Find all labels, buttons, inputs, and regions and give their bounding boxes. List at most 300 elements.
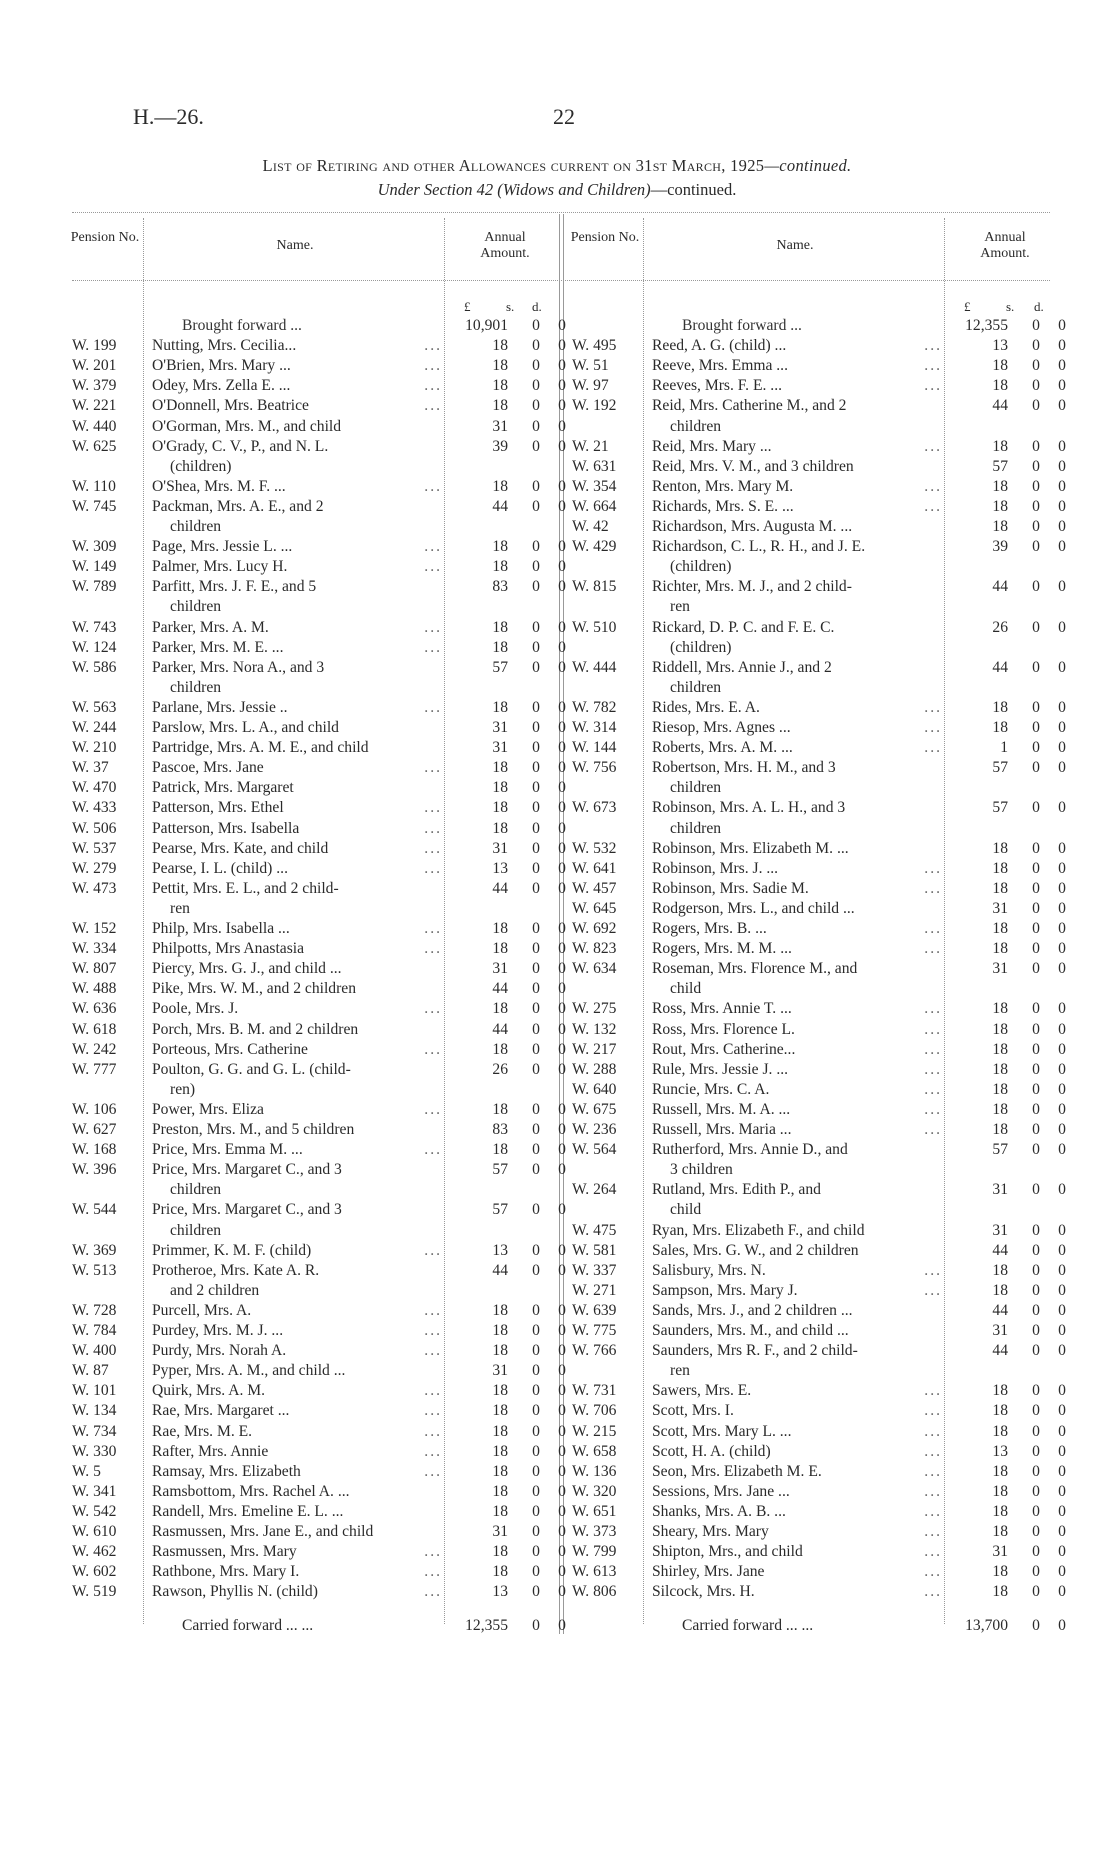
shillings-value: 0 [1032,538,1040,556]
pension-number: W. 532 [572,839,617,857]
shillings-value: 0 [1032,1502,1040,1520]
pensioner-name [652,618,942,638]
pence-value: 0 [558,497,566,515]
pensioner-name [170,1080,460,1100]
pence-value: 0 [558,397,566,415]
pension-number: W. 673 [572,799,617,817]
pounds-value: 31 [492,739,508,757]
pence-value: 0 [558,1040,566,1058]
pensioner-name [652,437,942,457]
subtitle-continued: —continued. [650,180,737,199]
pension-number: W. 806 [572,1583,617,1601]
shillings-value: 0 [532,1301,540,1319]
shillings-value: 0 [532,1121,540,1138]
pounds-value: 44 [492,1261,508,1279]
pounds-value: 18 [492,558,508,576]
pensioner-name-text: Roseman, Mrs. Florence M., and [652,960,858,978]
pensioner-name-text: Quirk, Mrs. A. M. [152,1382,266,1400]
dot-leader: ... [424,1442,442,1460]
pence-value: 0 [1058,578,1066,596]
pence-value: 0 [1058,1040,1066,1058]
dot-leader: ... [924,1121,942,1138]
pounds-value: 18 [992,1482,1008,1500]
pension-number: W. 734 [72,1422,117,1440]
pounds-value: 18 [492,538,508,556]
dot-leader: ... [424,1422,442,1440]
pensioner-name-text: Rathbone, Mrs. Mary I. [152,1563,300,1581]
pensioner-name-text: Seon, Mrs. Elizabeth M. E. [652,1462,822,1480]
pensioner-name-text: Philpotts, Mrs Anastasia [152,940,305,958]
pensioner-name [152,1160,442,1180]
pension-number: W. 132 [572,1020,617,1038]
shillings-value: 0 [1032,658,1040,676]
dot-leader: ... [924,1543,942,1561]
pence-value: 0 [558,1617,566,1635]
pounds-value: 10,901 [465,317,508,334]
pensioner-name-text: Piercy, Mrs. G. J., and child ... [152,960,342,978]
shillings-value: 0 [532,1382,540,1400]
pensioner-name [152,839,442,859]
shillings-value: 0 [1032,1382,1040,1400]
right-shillings-unit: s. [1006,299,1015,314]
pensioner-name-text: Poole, Mrs. J. [152,1000,239,1018]
pensioner-name-text: Parker, Mrs. M. E. ... [152,638,284,656]
dot-leader: ... [424,1583,442,1601]
pensioner-name [670,819,960,839]
pounds-value: 44 [492,497,508,515]
pensioner-name-text: Price, Mrs. Margaret C., and 3 [152,1201,342,1219]
pence-value: 0 [558,558,566,576]
pensioner-name-text: Rafter, Mrs. Annie [152,1442,269,1460]
right-name-header: Name. [776,238,814,253]
pounds-value: 18 [492,1502,508,1520]
shillings-value: 0 [532,377,540,395]
shillings-value: 0 [1032,879,1040,897]
pensioner-name-text: ren [170,899,190,917]
pounds-value: 18 [992,879,1008,897]
dot-leader: ... [424,920,442,937]
pension-number: W. 373 [572,1523,617,1540]
shillings-value: 0 [1032,397,1040,415]
pensioner-name [652,1462,942,1482]
pensioner-name-text: Parker, Mrs. A. M. [152,618,269,636]
pension-number: W. 236 [572,1121,617,1138]
pensioner-name [652,1060,942,1080]
dot-leader: ... [424,538,442,556]
pounds-value: 18 [492,337,508,355]
pensioner-name-text: Renton, Mrs. Mary M. [652,477,794,495]
shillings-value: 0 [1032,1181,1040,1199]
pensioner-name-text: children [670,819,722,837]
shillings-value: 0 [1032,1121,1040,1138]
pence-value: 0 [1058,1060,1066,1078]
pounds-value: 31 [492,960,508,978]
pensioner-name [152,1522,442,1542]
shillings-value: 0 [1032,1141,1040,1159]
dot-leader: ... [924,1402,942,1420]
shillings-value: 0 [1032,1482,1040,1500]
pension-number: W. 429 [572,538,617,556]
pounds-value: 18 [992,719,1008,736]
pension-number: W. 542 [72,1502,117,1520]
pounds-value: 18 [992,1080,1008,1098]
pensioner-name [652,959,942,979]
pensioner-name [670,417,960,437]
shillings-value: 0 [1032,799,1040,817]
pensioner-name [652,457,942,477]
pence-value: 0 [558,819,566,837]
pounds-value: 18 [492,799,508,817]
pension-number: W. 745 [72,497,117,515]
pounds-value: 1 [1000,739,1008,757]
pounds-value: 44 [992,1301,1008,1319]
pensioner-name-text: Philp, Mrs. Isabella ... [152,920,290,937]
pensioner-name [152,1060,442,1080]
pence-value: 0 [1058,1382,1066,1400]
pounds-value: 31 [492,839,508,857]
pension-number: W. 320 [572,1482,617,1500]
pensioner-name-text: Parker, Mrs. Nora A., and 3 [152,658,325,676]
pensioner-name [152,658,442,678]
shillings-value: 0 [532,1583,540,1601]
pensioner-name [152,557,442,577]
pounds-value: 18 [492,1563,508,1581]
pounds-value: 18 [992,1563,1008,1581]
pensioner-name-text: Ramsbottom, Mrs. Rachel A. ... [152,1482,350,1500]
shillings-value: 0 [532,1020,540,1038]
pensioner-name [152,437,442,457]
pensioner-name-text: Saunders, Mrs. M., and child ... [652,1322,849,1339]
pence-value: 0 [558,1422,566,1440]
pensioner-name [152,798,442,818]
pensioner-name-text: Partridge, Mrs. A. M. E., and child [152,739,369,757]
pensioner-name [152,537,442,557]
pence-value: 0 [1058,397,1066,415]
pensioner-name-text: children [670,779,722,797]
pension-number: W. 97 [572,377,609,395]
pension-number: W. 42 [572,518,609,535]
pounds-value: 18 [492,1040,508,1058]
pensioner-name-text: Packman, Mrs. A. E., and 2 [152,497,324,515]
pounds-value: 31 [992,1322,1008,1339]
pensioner-name-text: Purdy, Mrs. Norah A. [152,1342,287,1360]
pensioner-name-text: Russell, Mrs. M. A. ... [652,1100,791,1118]
subtitle-text: Under Section 42 (Widows and Children) [377,180,651,199]
pensioner-name [652,1562,942,1582]
pence-value: 0 [1058,1617,1066,1635]
shillings-value: 0 [1032,518,1040,535]
dot-leader: ... [924,1261,942,1279]
pension-number: W. 488 [72,980,117,998]
pension-number: W. 106 [72,1100,117,1118]
pounds-value: 26 [492,1060,508,1078]
pensioner-name-text: Porch, Mrs. B. M. and 2 children [152,1020,359,1038]
pounds-value: 31 [492,719,508,736]
pensioner-name [670,597,960,617]
left-amount-divider [444,218,445,1624]
shillings-value: 0 [532,1141,540,1159]
pounds-value: 18 [492,397,508,415]
pounds-value: 57 [992,799,1008,817]
pensioner-name [152,417,442,437]
pensioner-name-text: Rogers, Mrs. M. M. ... [652,940,792,958]
pension-number: W. 379 [72,377,117,395]
pensioner-name [652,1120,942,1140]
pensioner-name [152,577,442,597]
shillings-value: 0 [532,1543,540,1561]
pension-number: W. 470 [72,779,117,797]
pence-value: 0 [558,839,566,857]
pensioner-name-text: 3 children [670,1161,733,1179]
pensioner-name-text: Shirley, Mrs. Jane [652,1563,765,1581]
pensioner-name-text: Rasmussen, Mrs. Jane E., and child [152,1523,374,1540]
pensioner-name [152,939,442,959]
pence-value: 0 [1058,518,1066,535]
pensioner-name [652,1140,942,1160]
pension-number: W. 354 [572,477,617,495]
dot-leader: ... [424,357,442,375]
pence-value: 0 [558,960,566,978]
pensioner-name [652,1422,942,1442]
pension-number: W. 124 [72,638,117,656]
pensioner-name-text: Richardson, C. L., R. H., and J. E. [652,538,866,556]
pounds-value: 44 [492,980,508,998]
dot-leader: ... [924,698,942,716]
dot-leader: ... [924,437,942,455]
pensioner-name [652,758,942,778]
pensioner-name [152,698,442,718]
pounds-value: 18 [492,1442,508,1460]
pensioner-name [152,356,442,376]
pence-value: 0 [558,1000,566,1018]
pensioner-name-text: Scott, Mrs. I. [652,1402,734,1420]
pensioner-name-text: Reid, Mrs. V. M., and 3 children [652,457,854,475]
pounds-value: 44 [992,1241,1008,1259]
pension-number: W. 201 [72,357,117,375]
dot-leader: ... [924,497,942,515]
pence-value: 0 [1058,1020,1066,1038]
pensioner-name [152,1341,442,1361]
shillings-value: 0 [1032,1523,1040,1540]
pensioner-name-text: Page, Mrs. Jessie L. ... [152,538,293,556]
pence-value: 0 [558,799,566,817]
dot-leader: ... [424,377,442,395]
pensioner-name [652,577,942,597]
pounds-value: 44 [992,397,1008,415]
pensioner-name [652,497,942,517]
pence-value: 0 [558,1362,566,1380]
dot-leader: ... [424,698,442,716]
pensioner-name [652,1281,942,1301]
pensioner-name [652,376,942,396]
pension-number: W. 5 [72,1462,101,1480]
pounds-value: 13 [492,1241,508,1259]
pence-value: 0 [558,859,566,877]
pension-number: W. 334 [72,940,117,958]
pounds-value: 44 [492,879,508,897]
pence-value: 0 [558,337,566,355]
pensioner-name [152,859,442,879]
pension-number: W. 731 [572,1382,617,1400]
pounds-value: 57 [992,1141,1008,1159]
pensioner-name-text: ren) [170,1080,196,1098]
pounds-value: 18 [492,1382,508,1400]
pension-number: W. 664 [572,497,617,515]
pensioner-name [652,336,942,356]
pence-value: 0 [1058,839,1066,857]
pence-value: 0 [558,1201,566,1219]
pence-value: 0 [1058,1221,1066,1239]
pensioner-name [152,1381,442,1401]
shillings-value: 0 [532,719,540,736]
pence-value: 0 [558,1121,566,1138]
pounds-value: 18 [992,920,1008,937]
page-number: 22 [553,104,575,129]
pensioner-name-text: Ryan, Mrs. Elizabeth F., and child [652,1221,865,1239]
pounds-value: 18 [992,518,1008,535]
pounds-value: 18 [992,377,1008,395]
pensioner-name-text: Runcie, Mrs. C. A. [652,1080,770,1098]
dot-leader: ... [924,1442,942,1460]
pence-value: 0 [558,538,566,556]
pounds-value: 31 [992,1221,1008,1239]
shillings-value: 0 [1032,1617,1040,1635]
pensioner-name-text: children [670,678,722,696]
shillings-value: 0 [532,397,540,415]
right-pounds-unit: £ [964,299,971,314]
pence-value: 0 [1058,1342,1066,1360]
dot-leader: ... [924,1583,942,1601]
pounds-value: 57 [492,658,508,676]
dot-leader: ... [424,1382,442,1400]
pension-number: W. 152 [72,920,117,937]
pensioner-name [652,1080,942,1100]
pensioner-name [670,1200,960,1220]
pounds-value: 18 [492,1301,508,1319]
pension-number: W. 144 [572,739,617,757]
shillings-value: 0 [1032,1040,1040,1058]
dot-leader: ... [924,377,942,395]
shillings-value: 0 [532,1060,540,1078]
pensioner-name-text: O'Brien, Mrs. Mary ... [152,357,291,375]
pence-value: 0 [558,437,566,455]
pounds-value: 18 [992,839,1008,857]
pensioner-name-text: Salisbury, Mrs. N. [652,1261,766,1279]
pensioner-name [652,1502,942,1522]
pension-number: W. 706 [572,1402,617,1420]
pence-value: 0 [558,658,566,676]
pensioner-name [152,979,442,999]
pension-number: W. 244 [72,719,117,736]
pounds-value: 83 [492,1121,508,1138]
pensioner-name [152,1200,442,1220]
shillings-value: 0 [1032,618,1040,636]
pensioner-name [652,1301,942,1321]
pounds-value: 57 [992,457,1008,475]
pounds-value: 31 [992,960,1008,978]
pounds-value: 18 [492,1462,508,1480]
pension-number: W. 640 [572,1080,617,1098]
pensioner-name [652,1401,942,1421]
pensioner-name [152,376,442,396]
pence-value: 0 [558,1442,566,1460]
pension-number: W. 433 [72,799,117,817]
pensioner-name-text: Reed, A. G. (child) ... [652,337,787,355]
pensioner-name [670,778,960,798]
pence-value: 0 [1058,317,1066,334]
dot-leader: ... [424,477,442,495]
pence-value: 0 [1058,859,1066,877]
shillings-value: 0 [532,940,540,958]
pence-value: 0 [1058,940,1066,958]
pensioner-name [152,1100,442,1120]
shillings-value: 0 [1032,719,1040,736]
pensioner-name-text: Purdey, Mrs. M. J. ... [152,1322,284,1339]
pounds-value: 26 [992,618,1008,636]
pounds-value: 44 [492,1020,508,1038]
shillings-value: 0 [1032,839,1040,857]
pensioner-name [152,1361,442,1381]
pensioner-name [152,819,442,839]
pence-value: 0 [1058,1422,1066,1440]
shillings-value: 0 [532,1462,540,1480]
dot-leader: ... [424,1000,442,1018]
pensioner-name [152,1582,442,1602]
pension-number: W. 815 [572,578,617,596]
pension-number: W. 87 [72,1362,109,1380]
pension-number: W. 217 [572,1040,617,1058]
pounds-value: 18 [992,477,1008,495]
pence-value: 0 [1058,1523,1066,1540]
shillings-value: 0 [1032,1322,1040,1339]
pensioner-name [652,798,942,818]
shillings-value: 0 [1032,377,1040,395]
pension-number: W. 613 [572,1563,617,1581]
pension-number: W. 51 [572,357,609,375]
pensioner-name [652,999,942,1019]
pence-value: 0 [1058,377,1066,395]
pounds-value: 18 [992,497,1008,515]
pension-number: W. 457 [572,879,617,897]
shillings-value: 0 [532,920,540,937]
pension-number: W. 586 [72,658,117,676]
pounds-value: 18 [992,1502,1008,1520]
pounds-value: 18 [992,1121,1008,1138]
pensioner-name [152,1442,442,1462]
pension-number: W. 221 [72,397,117,415]
pensioner-name [652,1100,942,1120]
shillings-value: 0 [1032,1543,1040,1561]
pence-value: 0 [1058,1543,1066,1561]
pensioner-name-text: O'Grady, C. V., P., and N. L. [152,437,329,455]
pensioner-name-text: Pike, Mrs. W. M., and 2 children [152,980,357,998]
shillings-value: 0 [532,1322,540,1339]
pensioner-name-text: Parfitt, Mrs. J. F. E., and 5 [152,578,317,596]
pensioner-name-text: Rickard, D. P. C. and F. E. C. [652,618,835,636]
shillings-value: 0 [1032,477,1040,495]
shillings-value: 0 [532,1563,540,1581]
shillings-value: 0 [1032,357,1040,375]
pence-value: 0 [558,1482,566,1500]
shillings-value: 0 [532,960,540,978]
pension-number: W. 618 [72,1020,117,1038]
pensioner-name-text: Preston, Mrs. M., and 5 children [152,1121,355,1138]
pensioner-name-text: Ramsay, Mrs. Elizabeth [152,1462,301,1480]
pence-value: 0 [558,779,566,797]
dot-leader: ... [924,920,942,937]
pensioner-name [652,839,942,859]
pence-value: 0 [1058,618,1066,636]
